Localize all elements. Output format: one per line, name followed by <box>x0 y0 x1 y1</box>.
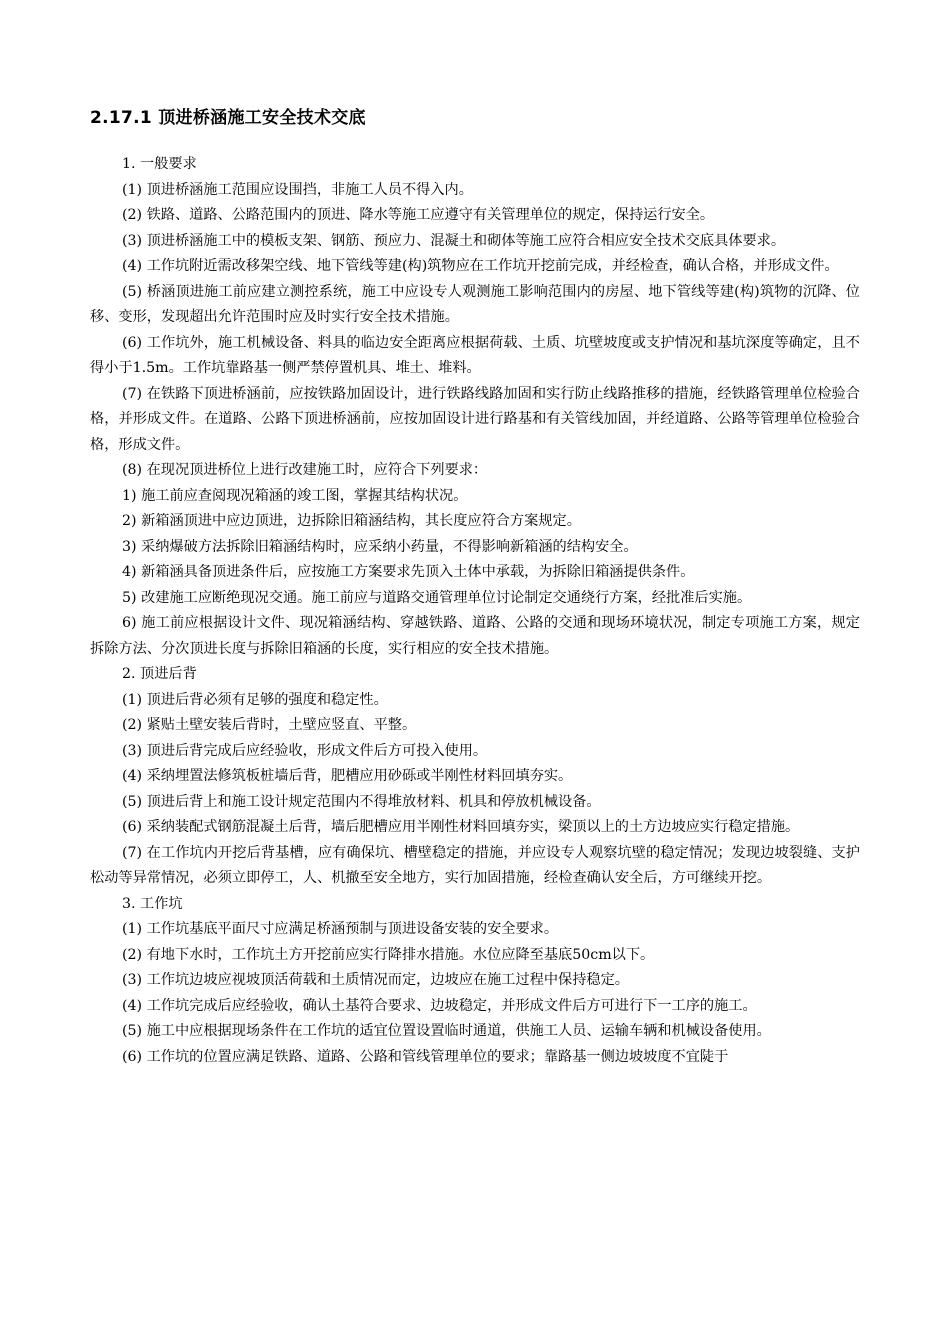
paragraph: 4) 新箱涵具备顶进条件后，应按施工方案要求先顶入土体中承载，为拆除旧箱涵提供条件。 <box>122 564 695 580</box>
paragraph: 5) 改建施工应断绝现况交通。施工前应与道路交通管理单位讨论制定交通绕行方案，经批准后实施。 <box>122 589 752 606</box>
paragraph: (3) 工作坑边坡应视坡顶活荷载和土质情况而定，边坡应在施工过程中保持稳定。 <box>122 972 629 988</box>
paragraph: (7) 在工作坑内开挖后背基槽，应有确保坑、槽壁稳定的措施，并应设专人观察坑壁的稳定情况；发现边坡裂缝、支护松动等异常情况，必须立即停工，人、机撤至安全地方，实行加固措施，经检查确认安全后，方可继续开挖。 <box>90 844 860 886</box>
paragraph: 1. 一般要求 <box>122 156 197 172</box>
paragraph: (4) 工作坑完成后应经验收，确认土基符合要求、边坡稳定，并形成文件后方可进行下一工序的施工。 <box>122 997 757 1014</box>
document-body <box>90 152 860 1070</box>
paragraph: (5) 顶进后背上和施工设计规定范围内不得堆放材料、机具和停放机械设备。 <box>122 793 601 810</box>
paragraph: 2. 顶进后背 <box>122 666 197 682</box>
paragraph: (6) 工作坑的位置应满足铁路、道路、公路和管线管理单位的要求；靠路基一侧边坡坡度不宜陡于 <box>122 1048 729 1065</box>
paragraph: (1) 顶进桥涵施工范围应设围挡，非施工人员不得入内。 <box>122 181 473 198</box>
paragraph: (1) 顶进后背必须有足够的强度和稳定性。 <box>122 691 388 708</box>
paragraph: (4) 采纳埋置法修筑板桩墙后背，肥槽应用砂砾或半刚性材料回填夯实。 <box>122 768 573 784</box>
paragraph: (1) 工作坑基底平面尺寸应满足桥涵预制与顶进设备安装的安全要求。 <box>122 921 559 937</box>
paragraph: (6) 采纳装配式钢筋混凝土后背，墙后肥槽应用半刚性材料回填夯实，梁顶以上的土方边坡应实行稳定措施。 <box>122 819 800 835</box>
paragraph: 3) 采纳爆破方法拆除旧箱涵结构时，应采纳小药量，不得影响新箱涵的结构安全。 <box>122 538 638 555</box>
paragraph: (4) 工作坑附近需改移架空线、地下管线等建(构)筑物应在工作坑开挖前完成，并经检查，确认合格，并形成文件。 <box>122 258 839 274</box>
paragraph: 6) 施工前应根据设计文件、现况箱涵结构、穿越铁路、道路、公路的交通和现场环境状况，制定专项施工方案，规定拆除方法、分次顶进长度与拆除旧箱涵的长度，实行相应的安全技术措施。 <box>90 615 860 657</box>
paragraph: (7) 在铁路下顶进桥涵前，应按铁路加固设计，进行铁路线路加固和实行防止线路推移的措施，经铁路管理单位检验合格，并形成文件。在道路、公路下顶进桥涵前，应按加固设计进行路基和有关管线加固，并经道路、公路等管理单位检验合格，形成文件。 <box>90 385 860 453</box>
paragraph: 3. 工作坑 <box>122 895 183 912</box>
paragraph: (2) 铁路、道路、公路范围内的顶进、降水等施工应遵守有关管理单位的规定，保持运行安全。 <box>122 207 715 223</box>
paragraph: (2) 紧贴土壁安装后背时，土壁应竖直、平整。 <box>122 717 417 733</box>
paragraph: (3) 顶进后背完成后应经验收，形成文件后方可投入使用。 <box>122 742 488 759</box>
paragraph: 1) 施工前应查阅现况箱涵的竣工图，掌握其结构状况。 <box>122 487 468 504</box>
paragraph: (5) 施工中应根据现场条件在工作坑的适宜位置设置临时通道，供施工人员、运输车辆和机械设备使用。 <box>122 1023 771 1039</box>
paragraph: (5) 桥涵顶进施工前应建立测控系统，施工中应设专人观测施工影响范围内的房屋、地下管线等建(构)筑物的沉降、位移、变形，发现超出允许范围时应及时实行安全技术措施。 <box>90 283 860 325</box>
paragraph: (6) 工作坑外，施工机械设备、料具的临边安全距离应根据荷载、土质、坑壁坡度或支护情况和基坑深度等确定，且不得小于1.5m。工作坑靠路基一侧严禁停置机具、堆土、堆料。 <box>90 334 860 376</box>
section-title: 2.17.1 顶进桥涵施工安全技术交底 <box>90 108 366 128</box>
paragraph: (8) 在现况顶进桥位上进行改建施工时，应符合下列要求： <box>122 462 488 478</box>
paragraph: 2) 新箱涵顶进中应边顶进，边拆除旧箱涵结构，其长度应符合方案规定。 <box>122 513 581 529</box>
paragraph: (3) 顶进桥涵施工中的模板支架、钢筋、预应力、混凝土和砌体等施工应符合相应安全技术交底具体要求。 <box>122 232 786 249</box>
paragraph: (2) 有地下水时，工作坑土方开挖前应实行降排水措施。水位应降至基底50cm以下。 <box>122 946 655 963</box>
